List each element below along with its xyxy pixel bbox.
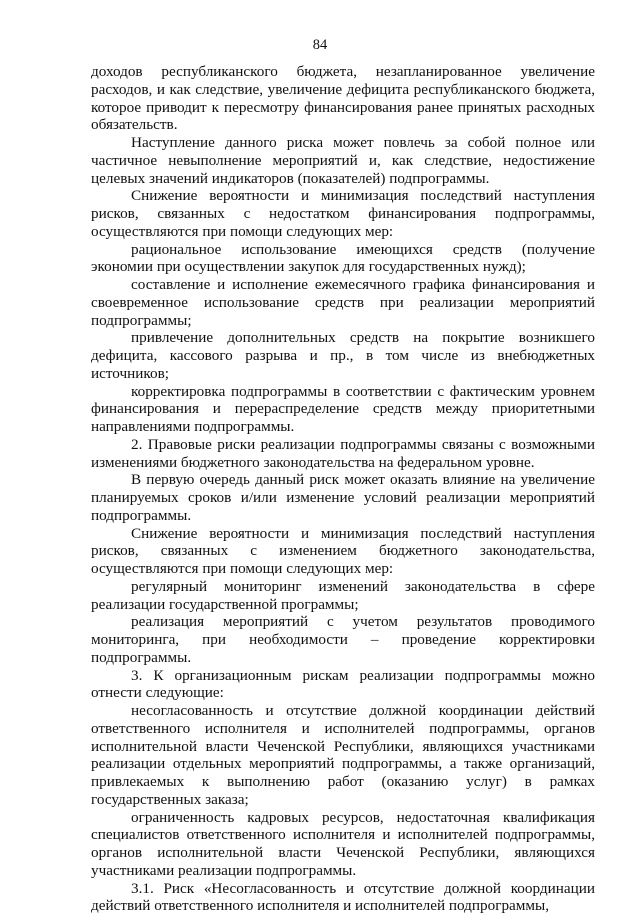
paragraph: регулярный мониторинг изменений законодательства в сфере реализации государственной программы; [91,578,595,614]
paragraph: составление и исполнение ежемесячного графика финансирования и своевременное использование средств при реализации мероприятий подпрограммы; [91,276,595,329]
paragraph: Наступление данного риска может повлечь за собой полное или частичное невыполнение мероприятий и, как следствие, недостижение целевых значений индикаторов (показателей) подпрограммы. [91,134,595,187]
paragraph: Снижение вероятности и минимизация последствий наступления рисков, связанных с изменением бюджетного законодательства, осуществляются при помощи следующих мер: [91,525,595,578]
paragraph: 2. Правовые риски реализации подпрограммы связаны с возможными изменениями бюджетного законодательства на федеральном уровне. [91,436,595,472]
paragraph: доходов республиканского бюджета, незапланированное увеличение расходов, и как следствие, увеличение дефицита республиканского бюджета, которое приводит к пересмотру финансирования ранее принятых расходных обязательств. [91,63,595,134]
paragraph: ограниченность кадровых ресурсов, недостаточная квалификация специалистов ответственного исполнителя и исполнителей подпрограммы, органов исполнительной власти Чеченской Республики, являющихся участниками реализации подпрограммы. [91,809,595,880]
paragraph: привлечение дополнительных средств на покрытие возникшего дефицита, кассового разрыва и пр., в том числе из внебюджетных источников; [91,329,595,382]
paragraph: несогласованность и отсутствие должной координации действий ответственного исполнителя и исполнителей подпрограммы, органов исполнительной власти Чеченской Республики, являющихся участниками реализации отдельных мероприятий подпрограммы, а также организаций, привлекаемых к выполнению работ (оказанию услуг) в рамках государственных заказа; [91,702,595,809]
paragraph: рациональное использование имеющихся средств (получение экономии при осуществлении закупок для государственных нужд); [91,241,595,277]
paragraph: В первую очередь данный риск может оказать влияние на увеличение планируемых сроков и/или изменение условий реализации мероприятий подпрограммы. [91,471,595,524]
document-body [91,63,595,915]
paragraph: 3. К организационным рискам реализации подпрограммы можно отнести следующие: [91,667,595,703]
paragraph: корректировка подпрограммы в соответствии с фактическим уровнем финансирования и перераспределение средств между приоритетными направлениями подпрограммы. [91,383,595,436]
paragraph: реализация мероприятий с учетом результатов проводимого мониторинга, при необходимости – проведение корректировки подпрограммы. [91,613,595,666]
paragraph: Снижение вероятности и минимизация последствий наступления рисков, связанных с недостатком финансирования подпрограммы, осуществляются при помощи следующих мер: [91,187,595,240]
page-number: 84 [0,37,640,54]
paragraph: 3.1. Риск «Несогласованность и отсутствие должной координации действий ответственного исполнителя и исполнителей подпрограммы, [91,880,595,915]
